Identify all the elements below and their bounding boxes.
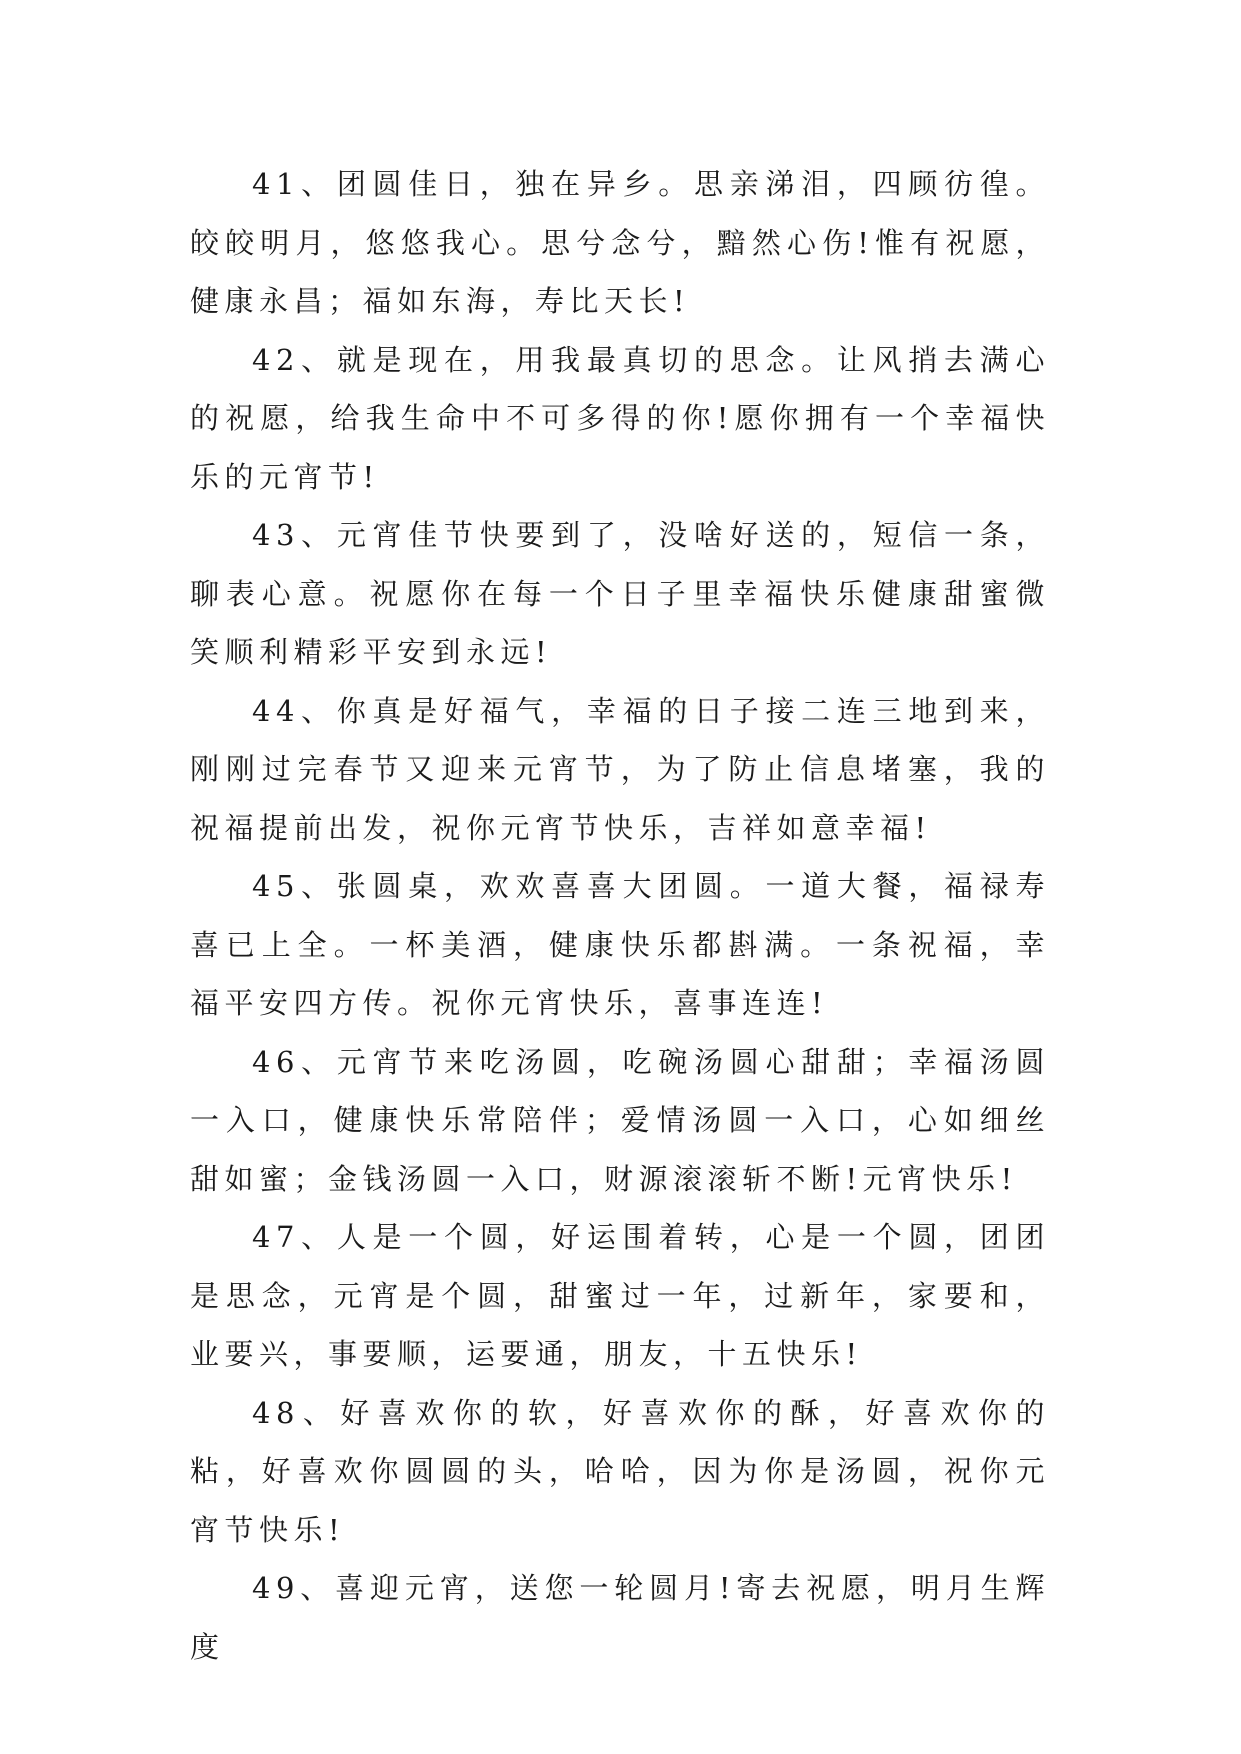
paragraph-49: 49、喜迎元宵，送您一轮圆月!寄去祝愿，明月生辉度	[190, 1571, 1050, 1664]
paragraph-45: 45、张圆桌，欢欢喜喜大团圆。一道大餐，福禄寿喜已上全。一杯美酒，健康快乐都斟满。一条祝福，幸福平安四方传。祝你元宵快乐，喜事连连!	[190, 869, 1050, 1020]
paragraph-48: 48、好喜欢你的软，好喜欢你的酥，好喜欢你的粘，好喜欢你圆圆的头，哈哈，因为你是汤圆，祝你元宵节快乐!	[190, 1395, 1050, 1547]
paragraph-46: 46、元宵节来吃汤圆，吃碗汤圆心甜甜；幸福汤圆一入口，健康快乐常陪伴；爱情汤圆一入口，心如细丝甜如蜜；金钱汤圆一入口，财源滚滚斩不断!元宵快乐!	[190, 1044, 1050, 1196]
document-body	[190, 155, 1050, 1676]
paragraph-41: 41、团圆佳日，独在异乡。思亲涕泪，四顾彷徨。皎皎明月，悠悠我心。思兮念兮，黯然心伤!惟有祝愿，健康永昌；福如东海，寿比天长!	[190, 167, 1050, 318]
paragraph-43: 43、元宵佳节快要到了，没啥好送的，短信一条，聊表心意。祝愿你在每一个日子里幸福快乐健康甜蜜微笑顺利精彩平安到永远!	[190, 518, 1050, 669]
paragraph-42: 42、就是现在，用我最真切的思念。让风捎去满心的祝愿，给我生命中不可多得的你!愿你拥有一个幸福快乐的元宵节!	[190, 342, 1050, 494]
paragraph-44: 44、你真是好福气，幸福的日子接二连三地到来，刚刚过完春节又迎来元宵节，为了防止信息堵塞，我的祝福提前出发，祝你元宵节快乐，吉祥如意幸福!	[190, 693, 1050, 845]
paragraph-47: 47、人是一个圆，好运围着转，心是一个圆，团团是思念，元宵是个圆，甜蜜过一年，过新年，家要和，业要兴，事要顺，运要通，朋友，十五快乐!	[190, 1220, 1050, 1371]
